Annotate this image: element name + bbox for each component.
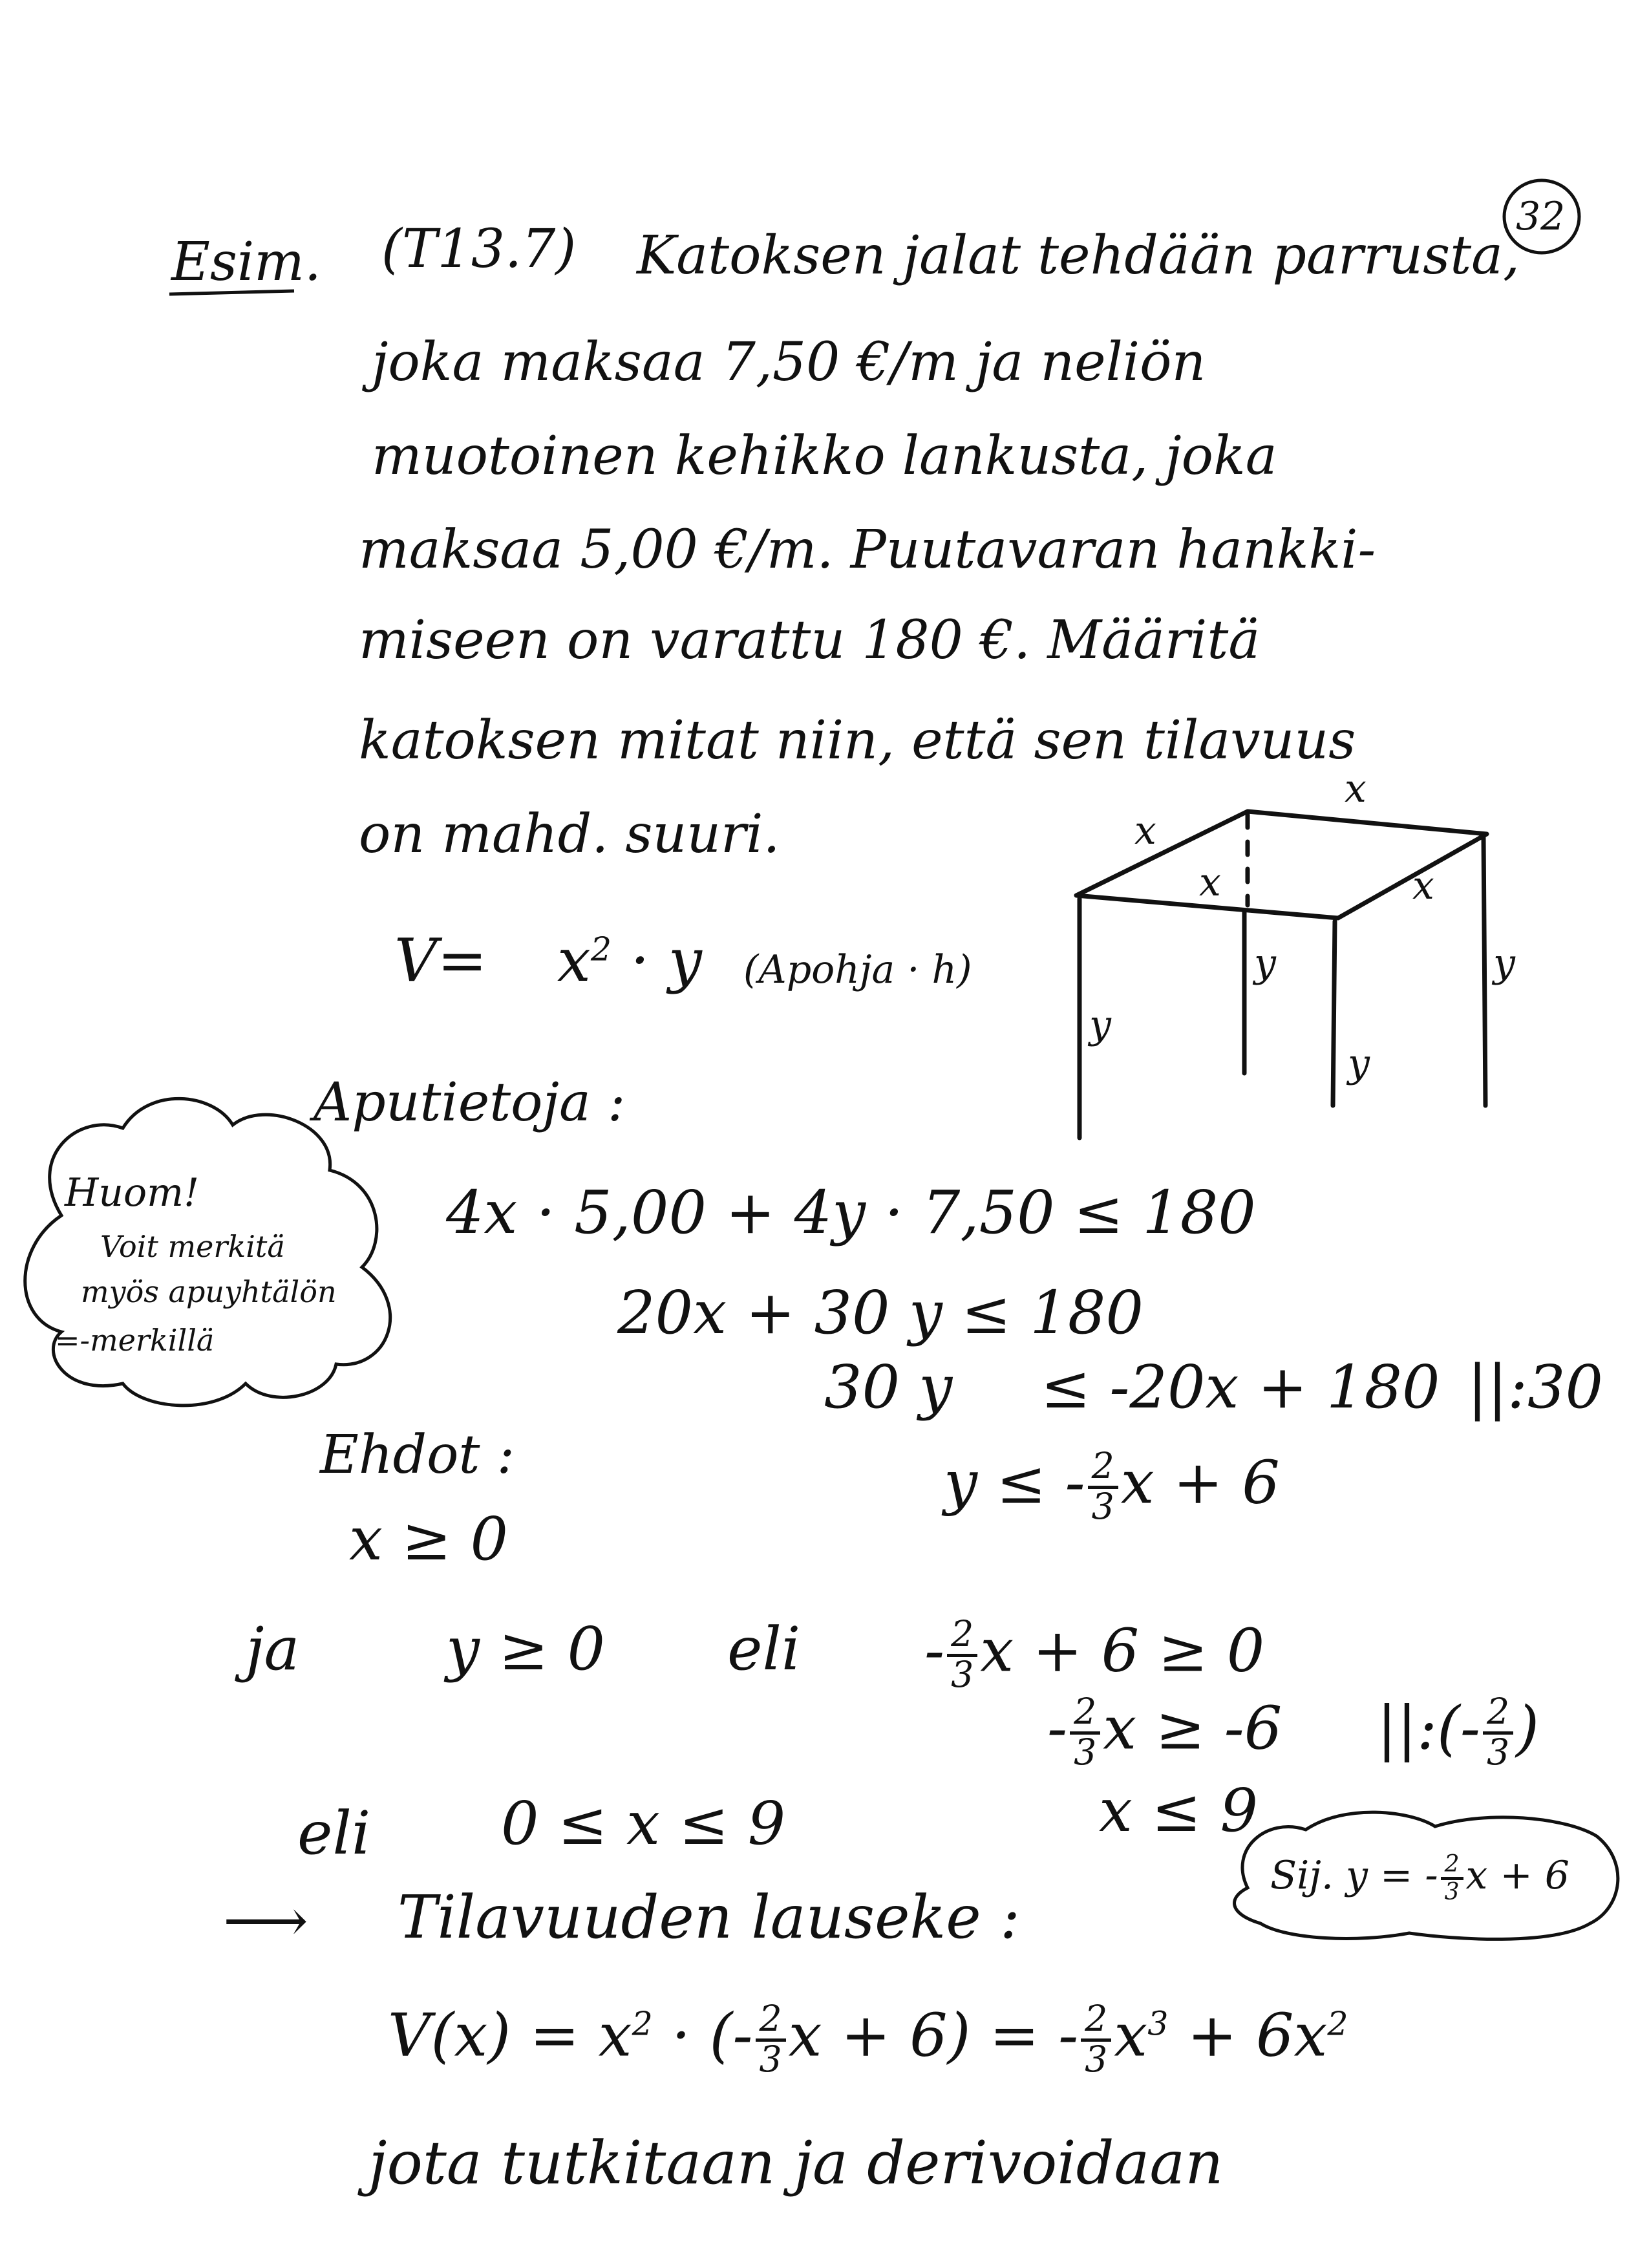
aputietoja-line-1: 4x · 5,00 + 4y · 7,50 ≤ 180 xyxy=(446,1178,1256,1247)
diagram-label-top-right: x xyxy=(1412,863,1434,908)
substitution-note: Sij. y = - $\frac{2}{3}$ x + 6 xyxy=(1270,1851,1569,1905)
cloud-note-line-4: =-merkillä xyxy=(55,1323,215,1358)
ehdot-x-condition: x ≥ 0 xyxy=(349,1504,508,1574)
aputietoja-line-3-op: ||:30 xyxy=(1467,1353,1604,1422)
example-label: Esim. xyxy=(171,231,321,293)
diagram-label-top-mid: x xyxy=(1199,860,1221,905)
volume-note: (Apohja · h) xyxy=(743,947,972,992)
tilavuus-expression: $V(x) = x^2$ · (- $\frac{2}{3}$ x + 6) = - $\frac{2}{3}$ $x^3 + 6x^2$ xyxy=(388,1998,1348,2081)
page-number-circle xyxy=(1504,180,1579,253)
problem-line-2: joka maksaa 7,50 €/m ja neliön xyxy=(372,332,1206,393)
cloud-note-line-2: Voit merkitä xyxy=(100,1229,285,1264)
volume-lhs: V= xyxy=(394,926,487,995)
aputietoja-line-4 xyxy=(944,1448,1280,1526)
problem-line-6: katoksen mitat niin, että sen tilavuus xyxy=(359,710,1356,771)
ineq2-op-fraction: $\frac{2}{3}$ xyxy=(1483,1694,1513,1772)
leg-front-right xyxy=(1333,921,1335,1106)
aputietoja-heading: Aputietoja : xyxy=(314,1072,626,1133)
leg-back-right xyxy=(1484,837,1485,1106)
cloud-note-line-3: myös apuyhtälön xyxy=(81,1274,337,1309)
tilavuus-heading: Tilavuuden lauseke : xyxy=(398,1883,1020,1952)
problem-line-1: Katoksen jalat tehdään parrusta, xyxy=(637,225,1520,286)
diagram-label-top-left: x xyxy=(1134,808,1156,853)
ehdot-eli-2: eli xyxy=(297,1799,371,1868)
ehdot-ineq-3: x ≤ 9 xyxy=(1099,1776,1258,1845)
ehdot-ineq-2-op: ||:(- $\frac{2}{3}$ ) xyxy=(1377,1691,1539,1773)
example-underline xyxy=(169,291,294,294)
tilavuus-arrow: ⟶ xyxy=(223,1886,308,1955)
ehdot-range: 0 ≤ x ≤ 9 xyxy=(501,1789,786,1858)
aputietoja-line-3-rhs: ≤ -20x + 180 xyxy=(1041,1353,1440,1422)
tilavuus-closing: jota tutkitaan ja derivoidaan xyxy=(368,2128,1224,2198)
aputietoja-line-3-lhs: 30 y xyxy=(824,1353,953,1422)
ehdot-heading: Ehdot : xyxy=(320,1424,515,1486)
ehdot-eli: eli xyxy=(727,1614,801,1684)
substitution-fraction: $\frac{2}{3}$ xyxy=(1441,1852,1463,1905)
diagram-label-top-back: x xyxy=(1345,766,1367,811)
problem-line-3: muotoinen kehikko lankusta, joka xyxy=(372,425,1277,487)
line4-fraction: $\frac{2}{3}$ xyxy=(1088,1448,1118,1526)
line4-rhs: x + 6 xyxy=(1120,1448,1280,1517)
expr-fraction-2: $\frac{2}{3}$ xyxy=(1081,2001,1111,2079)
volume-tail: · y xyxy=(630,926,702,995)
ineq1-fraction: $\frac{2}{3}$ xyxy=(947,1616,977,1695)
exercise-ref: (T13.7) xyxy=(381,219,577,280)
problem-line-4: maksaa 5,00 €/m. Puutavaran hankki- xyxy=(359,519,1376,581)
volume-power: 2 xyxy=(590,930,612,968)
problem-line-5: miseen on varattu 180 €. Määritä xyxy=(359,610,1261,671)
ehdot-ja: ja xyxy=(246,1614,300,1684)
cloud-note-line-1: Huom! xyxy=(65,1170,200,1215)
ehdot-y-condition: y ≥ 0 xyxy=(446,1614,606,1684)
diagram-label-leg-4: y xyxy=(1493,941,1515,986)
volume-rhs: x xyxy=(557,926,591,995)
line4-lhs: y ≤ - xyxy=(944,1448,1085,1517)
ehdot-ineq-1: - $\frac{2}{3}$ x + 6 ≥ 0 xyxy=(924,1614,1265,1696)
page-number: 32 xyxy=(1516,194,1566,239)
diagram-label-leg-1: y xyxy=(1089,1002,1111,1047)
expr-fraction-1: $\frac{2}{3}$ xyxy=(756,2001,786,2079)
ineq2-fraction: $\frac{2}{3}$ xyxy=(1070,1694,1100,1772)
ehdot-ineq-2: - $\frac{2}{3}$ x ≥ -6 xyxy=(1047,1691,1282,1773)
problem-line-7: on mahd. suuri. xyxy=(359,804,780,865)
diagram-label-leg-2: y xyxy=(1254,941,1276,986)
diagram-label-leg-3: y xyxy=(1348,1041,1370,1086)
aputietoja-line-2: 20x + 30 y ≤ 180 xyxy=(617,1278,1144,1347)
